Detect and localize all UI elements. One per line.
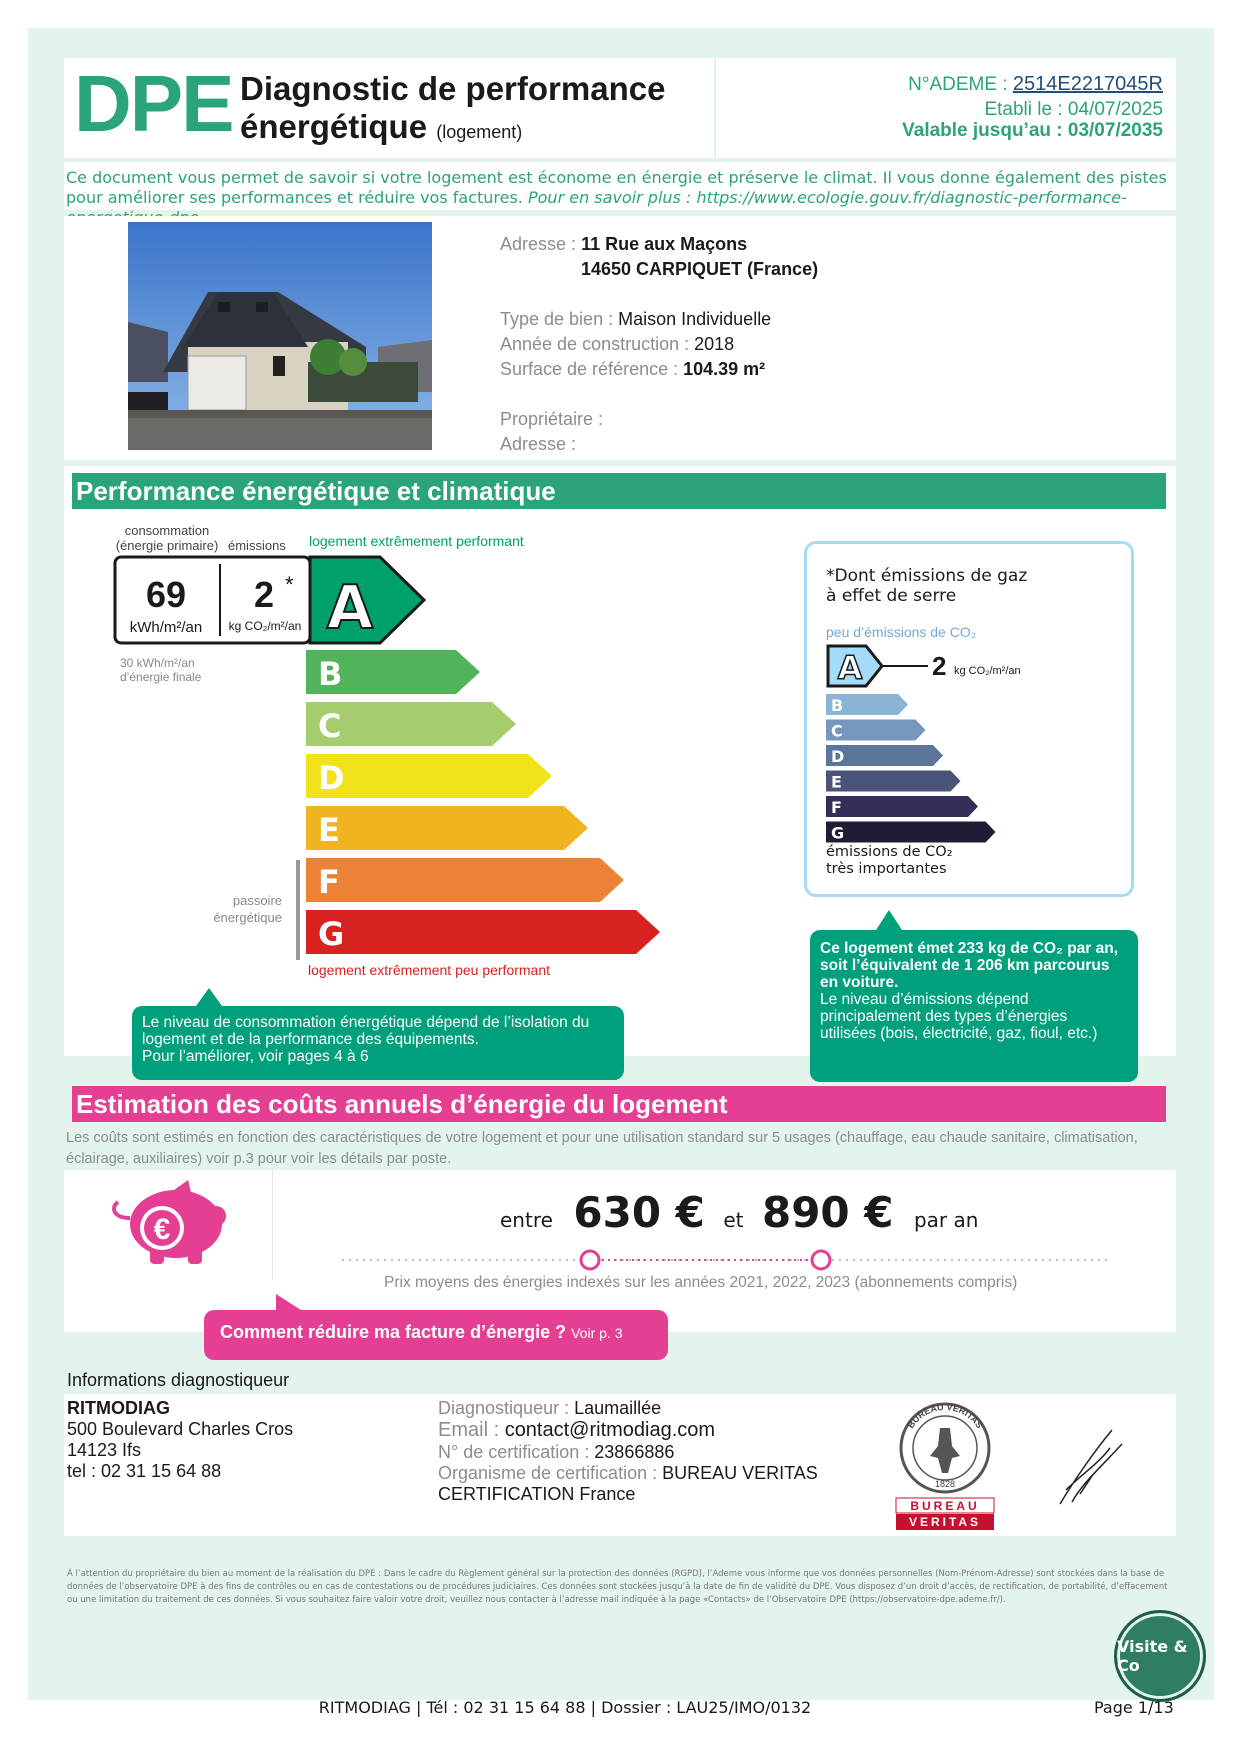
type-label: Type de bien : [500, 309, 614, 329]
ges-unit: kg CO₂/m²/an [954, 665, 1021, 677]
house-photo [128, 222, 432, 450]
surface-label: Surface de référence : [500, 359, 679, 379]
etabli-date: Etabli le : 04/07/2025 [984, 99, 1163, 120]
diag-org: BUREAU VERITAS [662, 1463, 818, 1483]
energy-class-letter: A [326, 573, 374, 643]
passoire-bracket [296, 860, 300, 960]
ges-class-c-letter: C [831, 721, 843, 741]
cost-par-an: par an [913, 1208, 979, 1232]
diag-name: Laumaillée [574, 1398, 662, 1418]
top-label: logement extrêmement performant [309, 533, 524, 549]
euro-symbol: € [153, 1213, 171, 1246]
bv-year: 1828 [934, 1479, 956, 1489]
ges-class-f-bar [826, 796, 978, 817]
ges-class-f-letter: F [831, 798, 842, 817]
footer-center: RITMODIAG | Tél : 02 31 15 64 88 | Dossier : LAU25/IMO/0132 [318, 1698, 812, 1717]
energy-class-f-letter: F [318, 863, 340, 901]
performance-title: Performance énergétique et climatique [72, 473, 1166, 509]
bottom-label: logement extrêmement peu performant [308, 962, 551, 978]
consumption-label: consommation (énergie primaire) [115, 523, 219, 553]
type-value: Maison Individuelle [618, 309, 772, 329]
diag-street: 500 Boulevard Charles Cros [67, 1419, 294, 1439]
diag-tel: tel : 02 31 15 64 88 [67, 1461, 222, 1481]
valable-date: Valable jusqu’au : 03/07/2035 [902, 120, 1163, 141]
ges-scale [826, 644, 1126, 844]
title-line2: énergétique [240, 108, 428, 145]
address-line1: 11 Rue aux Maçons [581, 234, 748, 254]
year-label: Année de construction : [500, 334, 690, 354]
ges-class-g-bar [826, 822, 996, 843]
energy-class-g-bar [306, 910, 660, 954]
cost-high: 890 € [761, 1188, 894, 1237]
cost-et: et [723, 1208, 744, 1232]
ademe-label: N°ADEME : [908, 74, 1008, 95]
legal-notice: À l’attention du propriétaire du bien au moment de la réalisation du DPE : Dans le cadre du Règlement général sur la protection des données (RGPD), l’Ademe vous informe que vos données personnelles (Nom-Prénom-Adresse) sont stockées dans la base de données de l’observatoire DPE à des fins de contrôles ou en cas de contestations ou de procédures judiciaires. Ces données sont stockées jusqu’à la date de fin de validité du DPE. Vous disposez d’un droit d’accès, de rectification, de portabilité, d’effacement ou une limitation du traitement de ces données. Si vous souhaitez faire valoir votre droit, veuillez nous contacter à l’adresse mail indiquée à la page «Contacts» de l’Observatoire DPE (https://observatoire-dpe.ademe.fr/). [67, 1569, 1168, 1605]
piggy-bank-icon [104, 1178, 234, 1270]
diag-cert-number: 23866886 [594, 1442, 675, 1462]
signature [1052, 1424, 1132, 1508]
cost-range [500, 1188, 1000, 1237]
bv-word1: BUREAU [910, 1499, 980, 1513]
costs-divider [272, 1170, 273, 1280]
passoire-label: passoire énergétique [213, 893, 282, 925]
ges-bubble-pointer [876, 910, 902, 930]
surface-value: 104.39 m² [683, 359, 766, 379]
cost-entre: entre [500, 1208, 553, 1232]
emissions-unit: kg CO₂/m²/an [228, 619, 302, 633]
energy-class-e-letter: E [318, 811, 340, 849]
diag-email[interactable]: contact@ritmodiag.com [504, 1419, 716, 1441]
reduce-bill-button[interactable] [204, 1310, 668, 1360]
energy-class-f-bar [306, 858, 624, 902]
energy-class-d-letter: D [318, 759, 345, 797]
diag-section-title: Informations diagnostiqueur [67, 1370, 290, 1390]
energy-scale [306, 650, 666, 966]
energy-class-c-letter: C [318, 707, 342, 745]
energy-class-a-marker [112, 554, 432, 648]
intro-main: Ce document vous permet de savoir si votre logement est économe en énergie et préserve le climat. Il vous donne également des pistes pour améliorer ses performances et réduire vos factures. [66, 168, 1167, 207]
consumption-value: 69 [145, 574, 187, 615]
header-info [902, 74, 1163, 141]
costs-title: Estimation des coûts annuels d’énergie du logement [72, 1086, 1166, 1122]
bureau-veritas-logo [890, 1398, 1000, 1532]
ges-class-b-letter: B [831, 696, 844, 715]
title-suffix: (logement) [436, 122, 523, 142]
year-value: 2018 [694, 334, 735, 354]
emissions-value: 2 [253, 574, 275, 615]
ges-class-letter: A [837, 649, 863, 687]
reduce-label: Comment réduire ma facture d’énergie ? [220, 1322, 567, 1342]
ges-bottom-label: émissions de CO₂ très importantes [826, 844, 953, 877]
emissions-label: émissions [228, 538, 286, 553]
energy-class-b-letter: B [318, 655, 343, 693]
address-label: Adresse : [500, 234, 577, 254]
ges-info-bubble: Ce logement émet 233 kg de CO₂ par an, soit l’équivalent de 1 206 km parcourus en voiture. Le niveau d’émissions dépend principalement des types d’énergies utilisées (bois, électricité, gaz, fioul, etc.) [810, 930, 1138, 1082]
ges-title: *Dont émissions de gaz à effet de serre [826, 566, 1028, 606]
bubble-pointer [196, 988, 222, 1006]
page-title [240, 70, 665, 151]
energy-class-e-bar [306, 806, 588, 850]
cost-range-slider [340, 1248, 1114, 1272]
cost-low: 630 € [573, 1188, 705, 1237]
consumption-info-bubble: Le niveau de consommation énergétique dépend de l’isolation du logement et de la performance des équipements. Pour l’améliorer, voir pages 4 à 6 [132, 1006, 624, 1080]
owner-address-label: Adresse : [500, 434, 577, 454]
ges-class-d-letter: D [831, 747, 845, 766]
ademe-number-link[interactable]: 2514E2217045R [1012, 73, 1163, 95]
owner-label: Propriétaire : [500, 409, 604, 429]
address-line2: 14650 CARPIQUET (France) [581, 259, 819, 279]
property-info [500, 232, 818, 457]
dpe-logo: DPE [74, 59, 233, 148]
footer-page: Page 1/13 [1094, 1698, 1174, 1717]
intro-more-link[interactable]: Pour en savoir plus : https://www.ecologie.gouv.fr/diagnostic-performance- [527, 188, 1127, 207]
diag-company-block [67, 1398, 293, 1482]
ges-top-label: peu d’émissions de CO₂ [826, 624, 977, 640]
cost-note: Prix moyens des énergies indexés sur les années 2021, 2022, 2023 (abonnements compris) [384, 1274, 1018, 1291]
reduce-link[interactable]: Voir p. 3 [571, 1325, 623, 1341]
consumption-unit: kWh/m²/an [129, 619, 203, 636]
diag-city: 14123 Ifs [67, 1440, 142, 1460]
ges-class-e-bar [826, 771, 961, 792]
costs-description: Les coûts sont estimés en fonction des caractéristiques de votre logement et pour une utilisation standard sur 5 usages (chauffage, eau chaude sanitaire, climatisation, éclairage, auxiliaires) voir p.3 pour voir les détails par poste. [66, 1130, 1138, 1167]
diag-details-block: Diagnostiqueur : Laumaillée Email : contact@ritmodiag.com N° de certification : 23866886 Organisme de certification : BUREAU VERITAS CERTIFICATION France [438, 1398, 818, 1504]
bv-word2: VERITAS [908, 1515, 982, 1529]
title-line1: Diagnostic de performance [240, 70, 666, 107]
final-energy-label: 30 kWh/m²/an d’énergie finale [120, 656, 202, 684]
diag-company: RITMODIAG [67, 1398, 170, 1418]
ges-class-e-letter: E [831, 772, 842, 792]
bv-arc-text: BUREAU VERITAS [905, 1401, 985, 1431]
stamp-text: Visite & Co [1117, 1637, 1188, 1675]
energy-class-g-letter: G [318, 915, 345, 953]
ges-value: 2 [932, 651, 947, 681]
emissions-star: * [285, 572, 294, 597]
ges-class-g-letter: G [831, 823, 845, 843]
visite-co-stamp [1114, 1610, 1206, 1702]
